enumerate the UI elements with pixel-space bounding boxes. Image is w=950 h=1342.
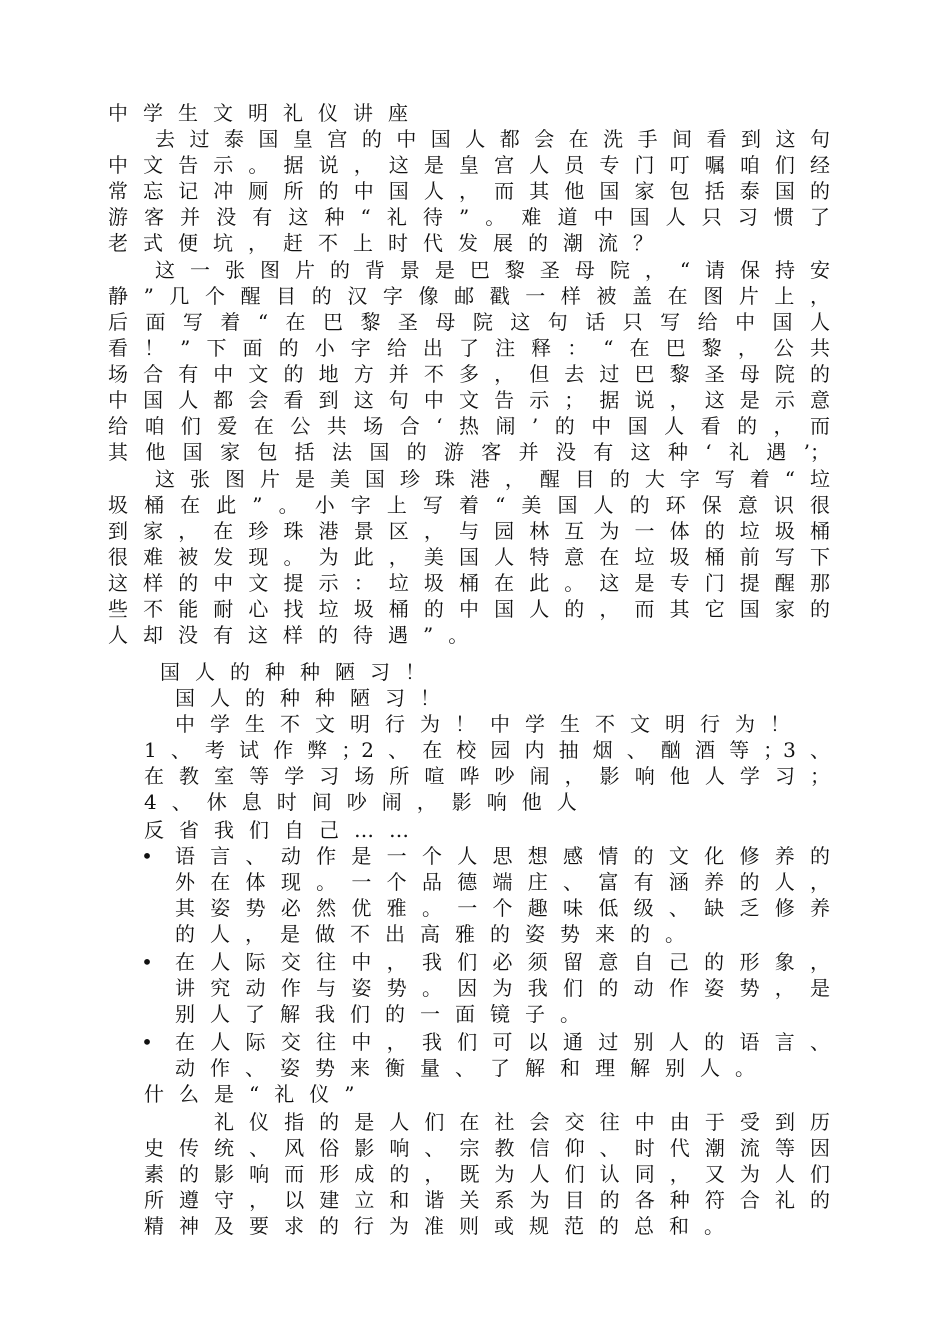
heading-bad-habits: 国人的种种陋习！: [160, 660, 440, 684]
para3-line-2: 圾桶在此”。小字上写着“美国人的环保意识很: [108, 493, 830, 517]
definition-line-4: 所遵守，以建立和谐关系为目的各种符合礼的: [144, 1188, 830, 1212]
para3-line-6: 些不能耐心找垃圾桶的中国人的，而其它国家的: [108, 597, 830, 621]
para1-line-4: 游客并没有这种“礼待”。难道中国人只习惯了: [108, 205, 830, 229]
bullet-marker-2: •: [141, 950, 153, 974]
bullet2-line-3: 别人了解我们的一面镜子。: [175, 1002, 595, 1026]
para3-line-3: 到家，在珍珠港景区，与园林互为一体的垃圾桶: [108, 519, 830, 543]
bullet1-line-1: 语言、动作是一个人思想感情的文化修养的: [175, 844, 830, 868]
bullet-marker-3: •: [141, 1030, 153, 1054]
para3-line-7: 人却没有这样的待遇”。: [108, 623, 484, 647]
definition-line-2: 史传统、风俗影响、宗教信仰、时代潮流等因: [144, 1136, 830, 1160]
bullet1-line-3: 其姿势必然优雅。一个趣味低级、缺乏修养: [175, 896, 830, 920]
definition-line-1: 礼仪指的是人们在社会交往中由于受到历: [214, 1110, 830, 1134]
para3-line-4: 很难被发现。为此，美国人特意在垃圾桶前写下: [108, 545, 830, 569]
para2-line-3: 后面写着“在巴黎圣母院这句话只写给中国人: [108, 310, 830, 334]
bullet1-line-4: 的人，是做不出高雅的姿势来的。: [175, 922, 700, 946]
para2-line-1: 这一张图片的背景是巴黎圣母院，“请保持安: [155, 258, 830, 282]
para3-line-5: 这样的中文提示：垃圾桶在此。这是专门提醒那: [108, 571, 830, 595]
bullet-marker-1: •: [141, 844, 153, 868]
bullet2-line-1: 在人际交往中，我们必须留意自己的形象，: [175, 950, 830, 974]
reflect-heading: 反省我们自己……: [144, 818, 424, 842]
para2-line-6: 中国人都会看到这句中文告示；据说，这是示意: [108, 388, 830, 412]
bullet1-line-2: 外在体现。一个品德端庄、富有涵养的人，: [175, 870, 830, 894]
behaviors-line-1: 1、考试作弊；2、在校园内抽烟、酗酒等；3、: [144, 738, 830, 762]
behaviors-line-3: 4、休息时间吵闹，影响他人: [144, 790, 592, 814]
bullet3-line-1: 在人际交往中，我们可以通过别人的语言、: [175, 1030, 830, 1054]
para2-line-8: 其他国家包括法国的游客并没有这种‘礼遇’；: [108, 440, 830, 464]
para2-line-7: 给咱们爱在公共场合‘热闹’的中国人看的，而: [108, 414, 830, 438]
para2-line-5: 场合有中文的地方并不多，但去过巴黎圣母院的: [108, 362, 830, 386]
definition-line-5: 精神及要求的行为准则或规范的总和。: [144, 1214, 739, 1238]
definition-line-3: 素的影响而形成的，既为人们认同，又为人们: [144, 1162, 830, 1186]
para1-line-3: 常忘记冲厕所的中国人，而其他国家包括泰国的: [108, 179, 830, 203]
what-is-heading: 什么是“礼仪”: [144, 1082, 370, 1106]
behaviors-line-2: 在教室等学习场所喧哗吵闹，影响他人学习；: [144, 764, 830, 788]
heading-bad-habits-repeat: 国人的种种陋习！: [175, 686, 455, 710]
para1-line-1: 去过泰国皇宫的中国人都会在洗手间看到这句: [155, 127, 830, 151]
para3-line-1: 这张图片是美国珍珠港，醒目的大字写着“垃: [155, 467, 830, 491]
para1-line-5: 老式便坑，赶不上时代发展的潮流？: [108, 231, 668, 255]
heading-student-behaviors: 中学生不文明行为！中学生不文明行为！: [175, 712, 805, 736]
para2-line-4: 看！”下面的小字给出了注释：“在巴黎，公共: [108, 336, 830, 360]
page-title: 中学生文明礼仪讲座: [108, 101, 423, 125]
para1-line-2: 中文告示。据说，这是皇宫人员专门叮嘱咱们经: [108, 153, 830, 177]
para2-line-2: 静”几个醒目的汉字像邮戳一样被盖在图片上，: [108, 284, 830, 308]
bullet3-line-2: 动作、姿势来衡量、了解和理解别人。: [175, 1056, 770, 1080]
bullet2-line-2: 讲究动作与姿势。因为我们的动作姿势，是: [175, 976, 830, 1000]
